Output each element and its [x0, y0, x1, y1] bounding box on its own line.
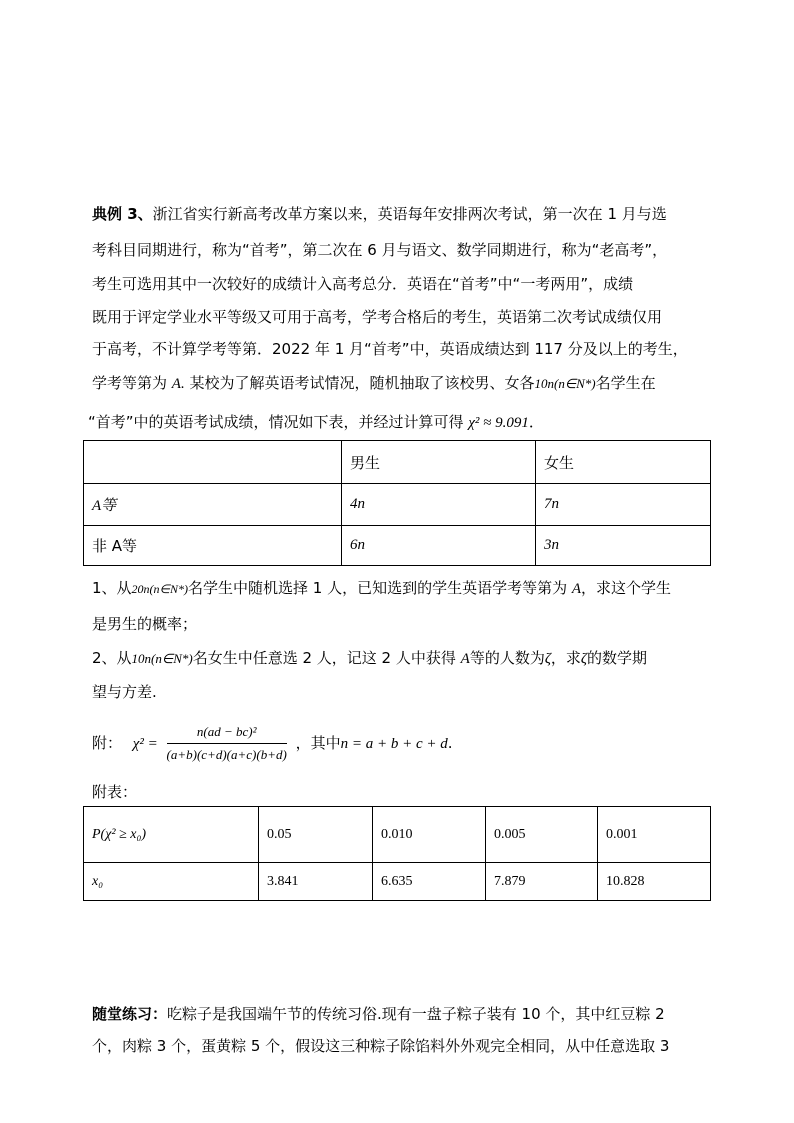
table-header-row: [84, 441, 711, 484]
question-1-line-1: [92, 578, 671, 599]
table-cell: 0.001: [598, 807, 711, 863]
q1-text: 名学生中随机选择 1 人，已知选到的学生英语学考等第为: [188, 579, 572, 597]
example-line-7: [88, 412, 544, 433]
row-label-critical-value: x₀: [84, 863, 259, 901]
question-2-line-2: 望与方差.: [92, 683, 157, 701]
formula-denominator: (a+b)(c+d)(a+c)(b+d): [166, 747, 287, 762]
row-label-grade-a: A等: [84, 484, 342, 526]
q2-text-4: 的数学期: [587, 649, 648, 667]
table-row: [84, 863, 711, 901]
example-line-7-text-a: “首考”中的英语考试成绩，情况如下表，并经过计算可得: [88, 413, 469, 431]
chi-square-value: χ² ≈ 9.091: [468, 415, 529, 431]
formula-fraction: [167, 723, 287, 764]
table-header-female: 女生: [536, 441, 711, 484]
table-cell: 0.05: [259, 807, 373, 863]
example-label: 典例 3、: [92, 205, 153, 223]
q1-expr: 20n(n∈N*): [131, 582, 188, 596]
table-cell: [84, 441, 342, 484]
table-cell: 0.010: [373, 807, 486, 863]
table-row: [84, 807, 711, 863]
row-label-not-grade-a: 非 A等: [84, 526, 342, 566]
formula-chi: χ² =: [132, 736, 158, 752]
practice-label: 随堂练习：: [92, 1005, 168, 1023]
gender-grade-table: [83, 440, 711, 566]
example-line-7-end: ．: [528, 413, 544, 431]
q2-zeta-2: ζ: [580, 651, 587, 667]
q2-zeta: ζ: [544, 651, 551, 667]
q1-prefix: 1、从: [92, 579, 132, 597]
practice-line-2: 个，肉粽 3 个，蛋黄粽 5 个，假设这三种粽子除馅料外外观完全相同，从中任意选取 3: [92, 1037, 670, 1055]
appendix-label: 附表：: [92, 783, 138, 801]
formula-mid: ，其中: [295, 734, 341, 752]
question-1-line-2: 是男生的概率；: [92, 615, 198, 633]
example-line-1: [92, 204, 667, 224]
table-cell: 7n: [536, 484, 711, 526]
q2-expr: 10n(n∈N*): [131, 651, 193, 666]
table-header-male: 男生: [342, 441, 536, 484]
q1-grade-a: A: [571, 581, 582, 597]
practice-line-1: [92, 1004, 665, 1024]
example-line-6-text-b: 某校为了解英语考试情况，随机抽取了该校男、女各: [184, 374, 535, 392]
table-cell: 10.828: [598, 863, 711, 901]
chi-square-formula: [92, 718, 453, 769]
critical-value-table: [83, 806, 711, 901]
table-row: [84, 526, 711, 566]
example-line-6-text-c: 名学生在: [595, 374, 656, 392]
example-line-5: 于高考，不计算学考等第．2022 年 1 月“首考”中，英语成绩达到 117 分及以上的考生，: [92, 340, 688, 358]
example-line-2: 考科目同期进行，称为“首考”，第二次在 6 月与语文、数学同期进行，称为“老高考”，: [92, 241, 668, 259]
q2-text-2: 等的人数为: [469, 649, 545, 667]
formula-end: .: [447, 734, 453, 752]
q2-text: 名女生中任意选 2 人，记这 2 人中获得: [192, 649, 461, 667]
example-line-4: 既用于评定学业水平等级又可用于高考，学考合格后的考生，英语第二次考试成绩仅用: [92, 308, 663, 326]
formula-n-expr: n = a + b + c + d: [340, 736, 448, 752]
q2-prefix: 2、从: [92, 649, 132, 667]
example-line-6-text-a: 学考等第为: [92, 374, 172, 392]
example-line-6: [92, 373, 656, 394]
example-text-1: 浙江省实行新高考改革方案以来，英语每年安排两次考试，第一次在 1 月与选: [152, 205, 667, 223]
table-cell: 0.005: [486, 807, 598, 863]
table-cell: 3.841: [259, 863, 373, 901]
table-cell: 6.635: [373, 863, 486, 901]
table-cell: 7.879: [486, 863, 598, 901]
row-label-probability: P(χ² ≥ x₀): [84, 807, 259, 863]
practice-text-1: 吃粽子是我国端午节的传统习俗.现有一盘子粽子装有 10 个，其中红豆粽 2: [167, 1005, 665, 1023]
table-cell: 3n: [536, 526, 711, 566]
grade-a-symbol: A.: [171, 376, 185, 392]
q2-text-3: ，求: [550, 649, 581, 667]
formula-numerator: n(ad − bc)²: [167, 723, 287, 744]
q1-text-end: ，求这个学生: [581, 579, 672, 597]
q2-grade-a: A: [460, 651, 470, 667]
table-cell: 6n: [342, 526, 536, 566]
sample-size-expr: 10n(n∈N*): [534, 376, 596, 391]
table-row: [84, 484, 711, 526]
question-2-line-1: [92, 648, 647, 669]
table-cell: 4n: [342, 484, 536, 526]
formula-prefix: 附：: [92, 734, 123, 752]
example-line-3: 考生可选用其中一次较好的成绩计入高考总分．英语在“首考”中“一考两用”，成绩: [92, 275, 634, 293]
